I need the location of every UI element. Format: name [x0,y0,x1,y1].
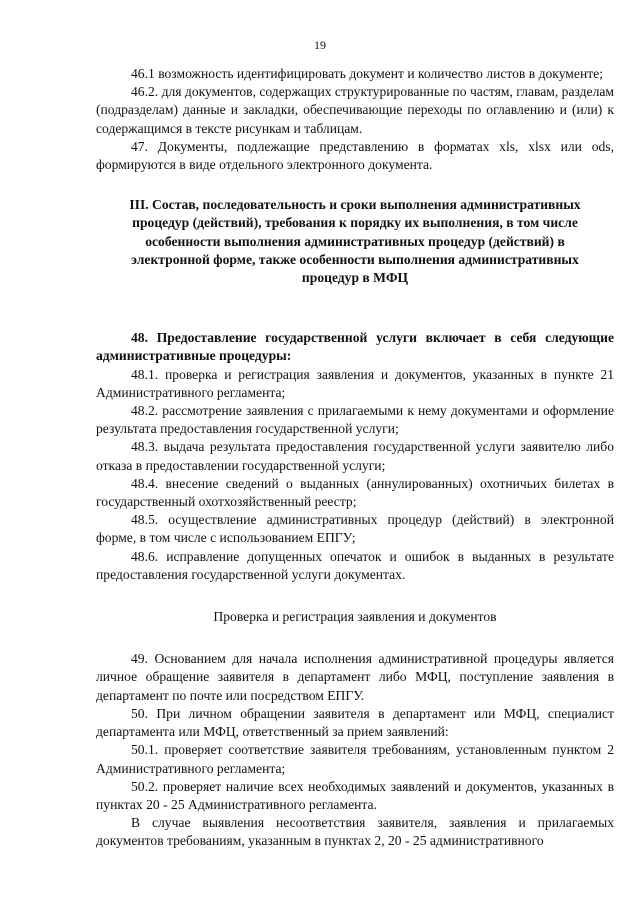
procedure-48-1: 48.1. проверка и регистрация заявления и документов, указанных в пункте 21 Административного регламента; [96,366,614,400]
paragraph-50-1: 50.1. проверяет соответствие заявителя требованиям, установленным пунктом 2 Административного регламента; [96,742,614,776]
page-number: 19 [314,38,326,52]
paragraph-49: 49. Основанием для начала исполнения административной процедуры является личное обращение заявителя в департамент либо МФЦ, поступление заявления в департамент по почте или посредством ЕПГУ. [96,651,614,703]
procedure-48-4: 48.4. внесение сведений о выданных (аннулированных) охотничьих билетах в государственный охотхозяйственный реестр; [96,475,614,510]
paragraph-50-2: 50.2. проверяет наличие всех необходимых заявлений и документов, указанных в пунктах 20 - 25 Административного регламента. [96,778,614,812]
procedure-48-2: 48.2. рассмотрение заявления с прилагаемыми к нему документами и оформление результата предоставления государственной услуги; [96,403,614,437]
procedure-48-5: 48.5. осуществление административных процедур (действий) в электронной форме, в том числе с использованием ЕПГУ; [96,512,614,546]
procedure-48-3: 48.3. выдача результата предоставления государственной услуги заявителю либо отказа в предоставлении государственной услуги; [96,439,614,473]
page-content [96,65,614,851]
paragraph-46-2: 46.2. для документов, содержащих структурированные по частям, главам, разделам (подразделам) данные и закладки, обеспечивающие переходы по оглавлению и (или) к содержащимся в тексте рисункам и таблицам. [96,84,614,136]
subheading: Проверка и регистрация заявления и документов [213,609,497,625]
section-intro: 48. Предоставление государственной услуги включает в себя следующие административные процедуры: [96,330,614,364]
paragraph-mismatch: В случае выявления несоответствия заявителя, заявления и прилагаемых документов требованиям, указанным в пунктах 2, 20 - 25 административного [96,815,614,849]
procedure-48-6: 48.6. исправление допущенных опечаток и ошибок в выданных в результате предоставления государственной услуги документах. [96,548,614,582]
paragraph-50: 50. При личном обращении заявителя в департамент или МФЦ, специалист департамента или МФЦ, ответственный за прием заявлений: [96,705,614,740]
paragraph-46-1: 46.1 возможность идентифицировать документ и количество листов в документе; [131,66,603,81]
section-title: III. Состав, последовательность и сроки выполнения административных процедур (действий), требования к порядку их выполнения, в том числе особенности выполнения административных процедур (действий) в электронной форме, также особенности выполнения административных процедур в МФЦ [129,197,581,286]
paragraph-47: 47. Документы, подлежащие представлению в форматах xls, xlsx или ods, формируются в виде отдельного электронного документа. [96,138,614,173]
